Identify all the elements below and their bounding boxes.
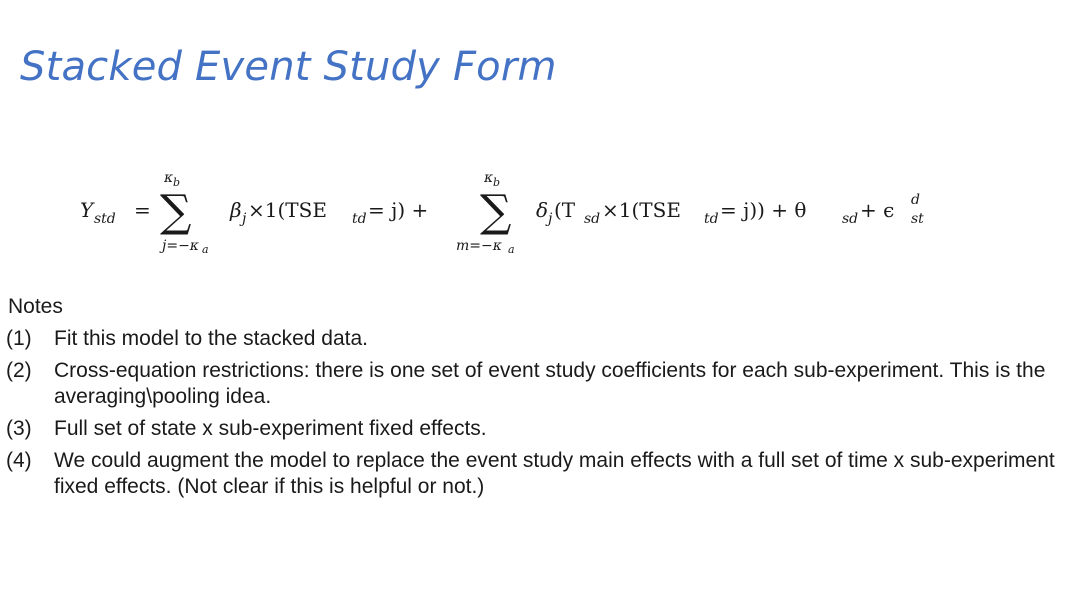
eq-sum2-upper-sub: b <box>493 176 501 189</box>
note-number: (3) <box>6 417 32 440</box>
eq-term2-c: = j)) + θ <box>720 198 807 222</box>
eq-equals: = <box>134 198 151 222</box>
eq-sum1-sigma: ∑ <box>160 186 192 237</box>
eq-term2-d-sup: d <box>911 192 920 208</box>
eq-term2-d: + ϵ <box>860 198 895 222</box>
note-item <box>6 358 1066 410</box>
eq-term2-a-sub: sd <box>584 211 601 227</box>
eq-sum1-upper-sub: b <box>173 176 181 189</box>
eq-lhs: Y <box>80 198 94 222</box>
eq-term2-b-sub: td <box>704 211 719 227</box>
note-item <box>6 416 1066 442</box>
eq-sum1-lower: j=−κ <box>162 238 199 254</box>
eq-term1-sub: td <box>352 211 367 227</box>
eq-term2-b: ×1(TSE <box>602 198 681 222</box>
eq-sum2-upper: κ <box>484 170 494 186</box>
eq-term2-a: (T <box>554 198 576 222</box>
eq-term1-b: = j) + <box>368 198 429 222</box>
eq-sum2-lower-sub: a <box>508 243 515 256</box>
notes-section <box>6 294 1066 506</box>
note-text: We could augment the model to replace the event study main effects with a full set of time x sub-experiment fixed effects. (Not clear if this is helpful or not.) <box>54 449 1055 498</box>
eq-sum2-sigma: ∑ <box>480 186 512 237</box>
slide-title: Stacked Event Study Form <box>20 44 557 90</box>
eq-sum2-lower: m=−κ <box>456 238 502 254</box>
note-text: Fit this model to the stacked data. <box>54 327 368 350</box>
eq-delta: δ <box>536 198 549 222</box>
eq-lhs-sub: std <box>94 211 116 227</box>
eq-beta-sub: j <box>242 211 247 227</box>
eq-term1-a: ×1(TSE <box>248 198 327 222</box>
note-number: (2) <box>6 359 32 382</box>
note-number: (4) <box>6 449 32 472</box>
eq-sum1-lower-sub: a <box>202 243 209 256</box>
notes-heading: Notes <box>8 295 63 318</box>
eq-delta-sub: j <box>548 211 553 227</box>
equation-svg <box>80 160 980 260</box>
note-item <box>6 448 1066 500</box>
eq-sum1-upper: κ <box>164 170 174 186</box>
eq-term2-c-sub: sd <box>842 211 859 227</box>
eq-beta: β <box>230 198 242 222</box>
note-text: Full set of state x sub-experiment fixed effects. <box>54 417 487 440</box>
regression-equation <box>80 160 980 260</box>
note-text: Cross-equation restrictions: there is one set of event study coefficients for each sub-experiment. This is the averaging\pooling idea. <box>54 359 1046 408</box>
note-number: (1) <box>6 327 32 350</box>
eq-term2-d-sub: st <box>911 211 924 227</box>
note-item <box>6 326 1066 352</box>
